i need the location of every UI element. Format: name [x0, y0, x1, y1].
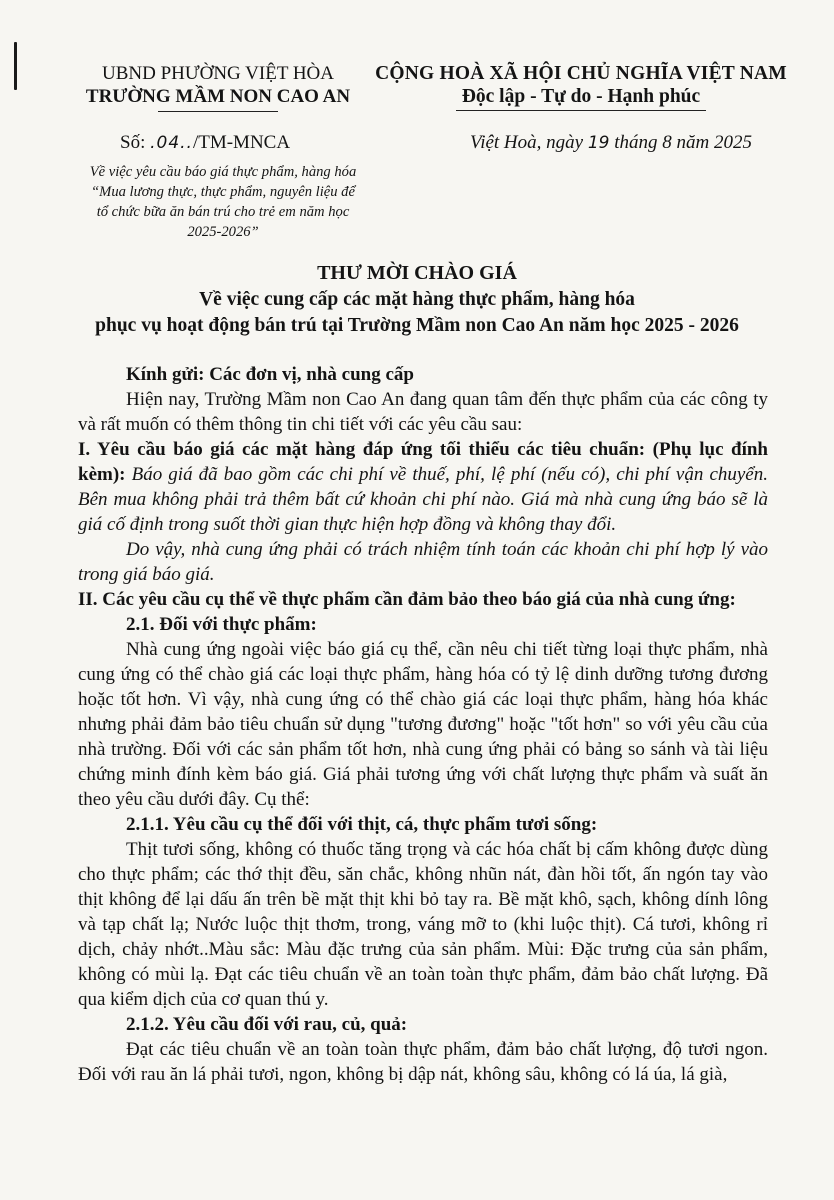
motto-underline	[456, 110, 706, 111]
document-subject	[78, 162, 368, 242]
subject-line: Về việc yêu cầu báo giá thực phẩm, hàng hóa	[89, 164, 357, 180]
org-line-1: UBND PHƯỜNG VIỆT HÒA	[101, 63, 335, 84]
subject-line: “Mua lương thực, thực phẩm, nguyên liệu để	[91, 184, 355, 200]
document-subtitle-line-1: Về việc cung cấp các mặt hàng thực phẩm, hàng hóa	[199, 289, 635, 310]
nation-line-2: Độc lập - Tự do - Hạnh phúc	[461, 86, 701, 107]
document-number	[120, 131, 290, 155]
margin-mark	[14, 42, 17, 90]
section-2-1-2-text: Đạt các tiêu chuẩn về an toàn toàn thực phẩm, đảm bảo chất lượng, độ tươi ngon. Đối với rau ăn lá phải tươi, ngon, không bị dập nát, không sâu, không có lá úa, lá già,	[78, 1039, 768, 1085]
nation-line-1: CỘNG HOÀ XÃ HỘI CHỦ NGHĨA VIỆT NAM	[375, 63, 787, 84]
subject-line: 2025-2026”	[187, 224, 259, 240]
intro-paragraph: Hiện nay, Trường Mầm non Cao An đang quan tâm đến thực phẩm của các công ty và rất muốn có thêm thông tin chi tiết với các yêu cầu sau:	[78, 389, 768, 435]
section-2-1-1-heading: 2.1.1. Yêu cầu cụ thể đối với thịt, cá, thực phẩm tươi sống:	[126, 814, 598, 835]
section-2-1-text: Nhà cung ứng ngoài việc báo giá cụ thể, cần nêu chi tiết từng loại thực phẩm, nhà cung ứng có thể chào giá các loại thực phẩm, hàng hóa có tỷ lệ dinh dưỡng tương đương hoặc tốt hơn. Vì vậy, nhà cung ứng có thể chào giá các loại thực phẩm, hàng hóa khác nhưng phải đảm bảo tiêu chuẩn sử dụng "tương đương" hoặc "tốt hơn" so với yêu cầu của nhà trường. Đối với các sản phẩm tốt hơn, nhà cung ứng phải có bảng so sánh và tài liệu chứng minh đính kèm báo giá. Giá phải tương ứng với chất lượng thực phẩm và suất ăn theo yêu cầu dưới đây. Cụ thể:	[78, 639, 768, 810]
org-underline	[158, 111, 278, 112]
section-1-heading: I. Yêu cầu báo giá các mặt hàng đáp ứng tối thiểu các tiêu chuẩn: (Phụ lục đính kèm):	[78, 439, 768, 485]
issuing-organization	[68, 62, 368, 112]
section-2-1-1-text: Thịt tươi sống, không có thuốc tăng trọng và các hóa chất bị cấm không được dùng cho thực phẩm; các thớ thịt đều, săn chắc, không nhũn nát, đàn hồi tốt, ấn ngón tay vào thịt không để lại dấu ấn trên bề mặt thịt khi bỏ tay ra. Bề mặt khô, sạch, không dính lông và tạp chất lạ; Nước luộc thịt thơm, trong, váng mỡ to (khi luộc thịt). Cá tươi, không rỉ dịch, chảy nhớt..Màu sắc: Màu đặc trưng của sản phẩm. Mùi: Đặc trưng của sản phẩm, không có mùi lạ. Đạt các tiêu chuẩn về an toàn toàn thực phẩm, đảm bảo chất lượng. Đã qua kiểm dịch của cơ quan thú y.	[78, 839, 768, 1010]
document-date	[470, 131, 752, 155]
section-2-1-heading: 2.1. Đối với thực phẩm:	[126, 614, 317, 635]
greeting: Kính gửi: Các đơn vị, nhà cung cấp	[126, 364, 414, 385]
section-2-heading: II. Các yêu cầu cụ thể về thực phẩm cần đảm bảo theo báo giá của nhà cung ứng:	[78, 589, 736, 610]
document-title: THƯ MỜI CHÀO GIÁ	[317, 262, 517, 284]
date-prefix: Việt Hoà, ngày	[470, 132, 588, 153]
doc-number-suffix: /TM-MNCA	[192, 132, 291, 153]
subject-line: tổ chức bữa ăn bán trú cho trẻ em năm học	[96, 204, 350, 220]
document-subtitle-line-2: phục vụ hoạt động bán trú tại Trường Mầm non Cao An năm học 2025 - 2026	[95, 315, 739, 336]
date-suffix: tháng 8 năm 2025	[609, 132, 752, 153]
national-motto	[366, 62, 796, 111]
date-day-handwritten: 19	[587, 133, 610, 153]
section-1-italic-text: Báo giá đã bao gồm các chi phí về thuế, phí, lệ phí (nếu có), chi phí vận chuyển. Bên mua không phải trả thêm bất cứ khoản chi phí nào. Giá mà nhà cung ứng báo sẽ là giá cố định trong suốt thời gian thực hiện hợp đồng và không thay đổi.	[78, 464, 768, 535]
section-2-1-2-heading: 2.1.2. Yêu cầu đối với rau, củ, quả:	[126, 1014, 408, 1035]
section-1-paragraph-2: Do vậy, nhà cung ứng phải có trách nhiệm tính toán các khoản chi phí hợp lý vào trong giá báo giá.	[78, 539, 768, 585]
document-body	[78, 362, 768, 1087]
doc-number-handwritten: .04..	[150, 133, 193, 153]
section-1-paragraph	[78, 437, 768, 537]
doc-number-prefix: Số:	[120, 132, 151, 153]
org-line-2: TRƯỜNG MẦM NON CAO AN	[85, 86, 351, 107]
